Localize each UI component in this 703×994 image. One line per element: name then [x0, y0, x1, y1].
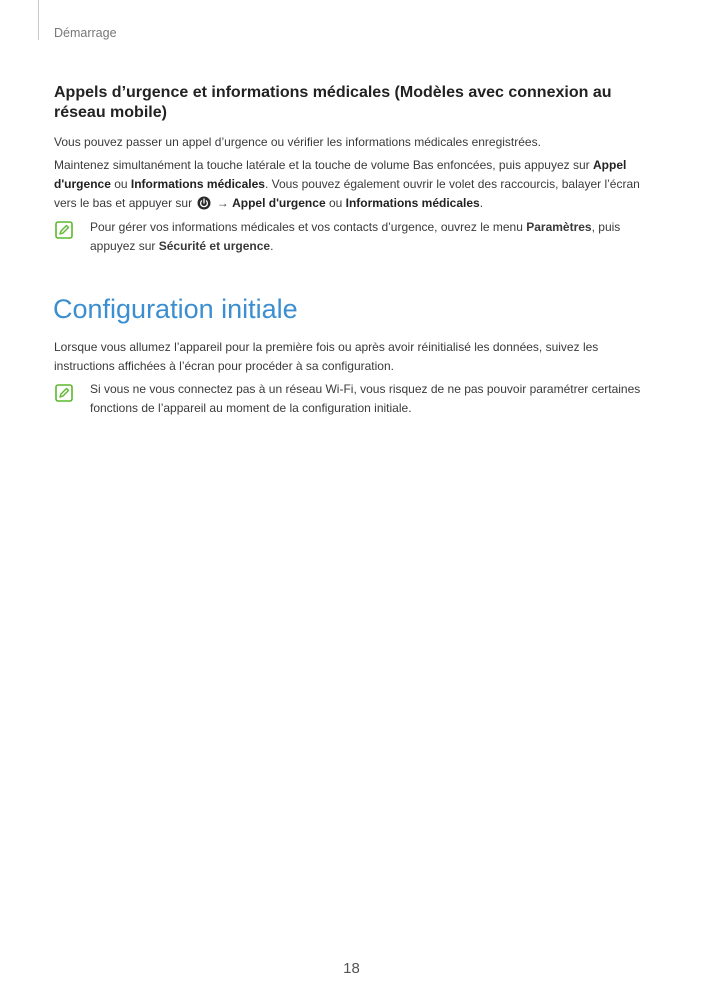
settings-term: Paramètres [526, 220, 592, 234]
page-number: 18 [343, 960, 360, 977]
header-divider [38, 0, 39, 40]
emergency-instructions: Maintenez simultanément la touche latérale et la touche de volume Bas enfoncées, puis appuyez sur Appel d'urgence ou Informations médicales. Vous pouvez également ouvrir le volet des raccourcis, balayer l’écran vers le bas et appuyer sur → Appel d'urgence ou Informations médicales. [54, 158, 640, 210]
emergency-call-term: Appel d'urgence [54, 158, 627, 191]
security-term: Sécurité et urgence [158, 239, 271, 253]
emergency-note: Pour gérer vos informations médicales et vos contacts d’urgence, ouvrez le menu Paramètres, puis appuyez sur Sécurité et urgence. [90, 220, 621, 253]
power-icon [197, 196, 211, 210]
emergency-call-term-2: Appel d'urgence [232, 196, 326, 210]
setup-intro: Lorsque vous allumez l’appareil pour la première fois ou après avoir réinitialisé les données, suivez les instructions affichées à l’écran pour procéder à sa configuration. [54, 340, 599, 373]
medical-info-term: Informations médicales [130, 177, 265, 191]
pencil-note-icon [55, 384, 73, 402]
setup-heading: Configuration initiale [53, 294, 298, 324]
emergency-heading: Appels d’urgence et informations médicales (Modèles avec connexion au réseau mobile) [54, 84, 612, 121]
pencil-note-icon [55, 221, 73, 239]
medical-info-term-2: Informations médicales [345, 196, 480, 210]
setup-note: Si vous ne vous connectez pas à un réseau Wi-Fi, vous risquez de ne pas pouvoir paramétrer certaines fonctions de l’appareil au moment de la configuration initiale. [90, 382, 641, 415]
emergency-intro: Vous pouvez passer un appel d’urgence ou vérifier les informations médicales enregistrées. [54, 135, 541, 149]
section-header: Démarrage [54, 26, 117, 40]
